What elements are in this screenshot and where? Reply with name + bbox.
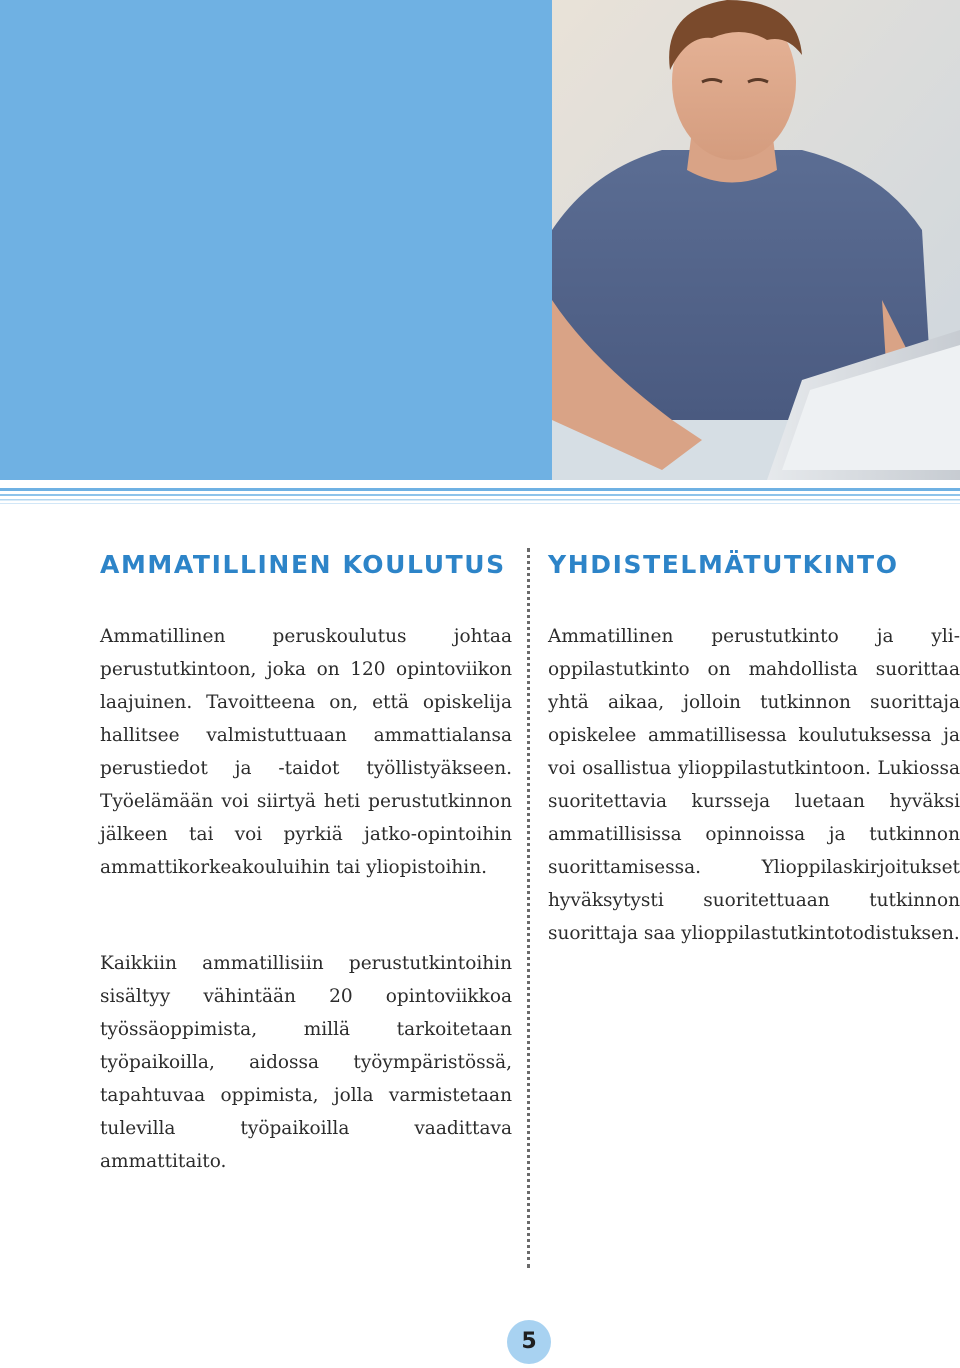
- right-section-heading: YHDISTELMÄTUTKINTO: [548, 550, 899, 579]
- blue-color-panel: [0, 0, 552, 480]
- student-laptop-photo: [552, 0, 960, 480]
- right-paragraph-1: Ammatillinen perustutkinto ja ylioppilastutkinto on mahdollista suorittaa yhtä aikaa, jolloin tutkinnon suorittaja opiskelee ammatillisessa koulutuksessa ja voi osallistua ylioppilastutkintoon. Lukiossa suoritettavia kursseja luetaan hyväksi ammatillisissa opinnoissa ja tutkinnon suorittamisessa. Ylioppilaskirjoitukset hyväksytysti suoritettuaan tutkinnon suorittaja saa ylioppilastutkintotodistuksen.: [548, 626, 960, 944]
- header-stripes: [0, 488, 960, 510]
- left-paragraph-2: Kaikkiin ammatillisiin perustutkintoihin sisältyy vähintään 20 opintoviikkoa työssäoppimista, millä tarkoitetaan työpaikoilla, aidossa työympäristössä, tapahtuvaa oppimista, jolla varmistetaan tulevilla työpaikoilla vaadittava ammattitaito.: [100, 953, 512, 1172]
- page-number-badge: 5: [507, 1320, 551, 1364]
- left-paragraph-1: Ammatillinen peruskoulutus johtaa perustutkintoon, joka on 120 opintoviikon laajuinen. Tavoitteena on, että opiskelija hallitsee valmistuttuaan ammattialansa perustiedot ja -taidot työllistyäkseen. Työelämään voi siirtyä heti perustutkinnon jälkeen tai voi pyrkiä jatko-opintoihin ammattikorkeakouluihin tai yliopistoihin.: [100, 626, 512, 878]
- left-section-heading: AMMATILLINEN KOULUTUS: [100, 550, 506, 579]
- dotted-column-divider: [527, 548, 530, 1268]
